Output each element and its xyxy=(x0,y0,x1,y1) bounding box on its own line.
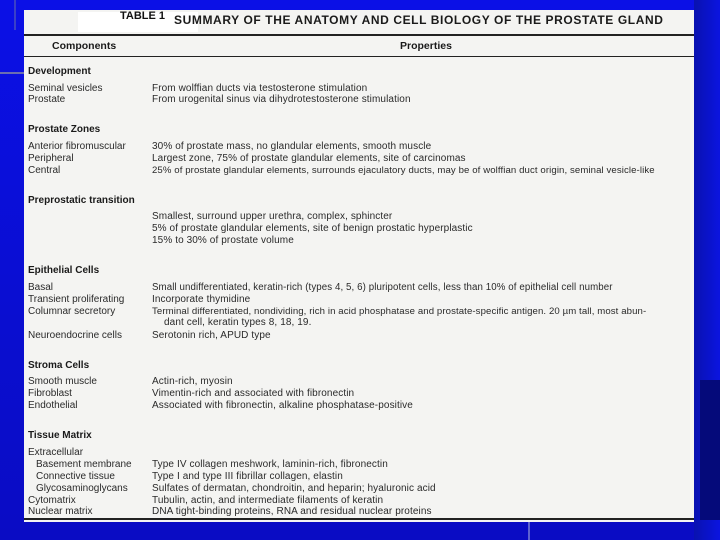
accent-bottom-line xyxy=(528,522,530,540)
table-row-property: Small undifferentiated, keratin-rich (types 4, 5, 6) pluripotent cells, less than 10% of epithelial cell number xyxy=(152,282,613,293)
table-row-property: DNA tight-binding proteins, RNA and residual nuclear proteins xyxy=(152,506,432,517)
table-row-component: Transient proliferating xyxy=(28,294,125,305)
table-title: SUMMARY OF THE ANATOMY AND CELL BIOLOGY OF THE PROSTATE GLAND xyxy=(174,13,664,27)
table-row-property: Largest zone, 75% of prostate glandular elements, site of carcinomas xyxy=(152,153,466,164)
bottom-rule xyxy=(24,518,694,520)
table-row-property: Terminal differentiated, nondividing, rich in acid phosphatase and prostate-specific antigen. 20 µm tall, most abun- xyxy=(152,306,647,317)
header-rule xyxy=(24,56,694,57)
table-row-component: Connective tissue xyxy=(36,471,115,482)
table-row-component: Smooth muscle xyxy=(28,376,97,387)
table-row-property: From urogenital sinus via dihydrotestosterone stimulation xyxy=(152,94,411,105)
table-row-property: Associated with fibronectin, alkaline phosphatase-positive xyxy=(152,400,413,411)
section-title-development: Development xyxy=(28,66,91,77)
table-row-component: Seminal vesicles xyxy=(28,83,103,94)
section-title-preprostatic: Preprostatic transition xyxy=(28,195,135,206)
preprostatic-line: 5% of prostate glandular elements, site of benign prostatic hyperplastic xyxy=(152,223,473,234)
table-row-component: Endothelial xyxy=(28,400,78,411)
table-label: TABLE 1 xyxy=(120,10,166,22)
table-row-property: Actin-rich, myosin xyxy=(152,376,233,387)
top-rule xyxy=(24,34,694,36)
table-row-property-continuation: dant cell, keratin types 8, 18, 19. xyxy=(164,317,312,328)
table-row-component: Basement membrane xyxy=(36,459,132,470)
section-title-stroma: Stroma Cells xyxy=(28,360,90,371)
table-row-component: Peripheral xyxy=(28,153,74,164)
preprostatic-line: 15% to 30% of prostate volume xyxy=(152,235,294,246)
table-row-component: Fibroblast xyxy=(28,388,72,399)
table-row-property: 25% of prostate glandular elements, surrounds ejaculatory ducts, may be of wolffian duct origin, seminal vesicle-like xyxy=(152,165,655,176)
table-row-component: Anterior fibromuscular xyxy=(28,141,126,152)
table-row-component: Basal xyxy=(28,282,54,293)
header-components: Components xyxy=(52,40,117,52)
table-row-component: Columnar secretory xyxy=(28,306,116,317)
table-row-property: Type I and type III fibrillar collagen, elastin xyxy=(152,471,343,482)
header-properties: Properties xyxy=(400,40,452,52)
table-row-property: Type IV collagen meshwork, laminin-rich, fibronectin xyxy=(152,459,388,470)
preprostatic-line: Smallest, surround upper urethra, complex, sphincter xyxy=(152,211,393,222)
table-row-component: Neuroendocrine cells xyxy=(28,330,122,341)
table-row-property: From wolffian ducts via testosterone stimulation xyxy=(152,83,368,94)
section-title-zones: Prostate Zones xyxy=(28,124,101,135)
table-row-component: Central xyxy=(28,165,61,176)
table-row-component: Prostate xyxy=(28,94,66,105)
table-row-property: Vimentin-rich and associated with fibronectin xyxy=(152,388,355,399)
table-row-property: Sulfates of dermatan, chondroitin, and heparin; hyaluronic acid xyxy=(152,483,436,494)
table-row-property: Serotonin rich, APUD type xyxy=(152,330,271,341)
section-title-matrix: Tissue Matrix xyxy=(28,430,92,441)
table-row-component: Glycosaminoglycans xyxy=(36,483,128,494)
accent-vertical-line xyxy=(14,0,16,30)
table-row-property: Incorporate thymidine xyxy=(152,294,251,305)
scanned-table-page xyxy=(24,10,694,522)
table-row-component: Cytomatrix xyxy=(28,495,76,506)
table-row-component: Extracellular xyxy=(28,447,84,458)
table-row-property: Tubulin, actin, and intermediate filaments of keratin xyxy=(152,495,384,506)
right-edge-block xyxy=(700,380,720,520)
table-row-property: 30% of prostate mass, no glandular elements, smooth muscle xyxy=(152,141,432,152)
section-title-epithelial: Epithelial Cells xyxy=(28,265,100,276)
table-row-component: Nuclear matrix xyxy=(28,506,93,517)
